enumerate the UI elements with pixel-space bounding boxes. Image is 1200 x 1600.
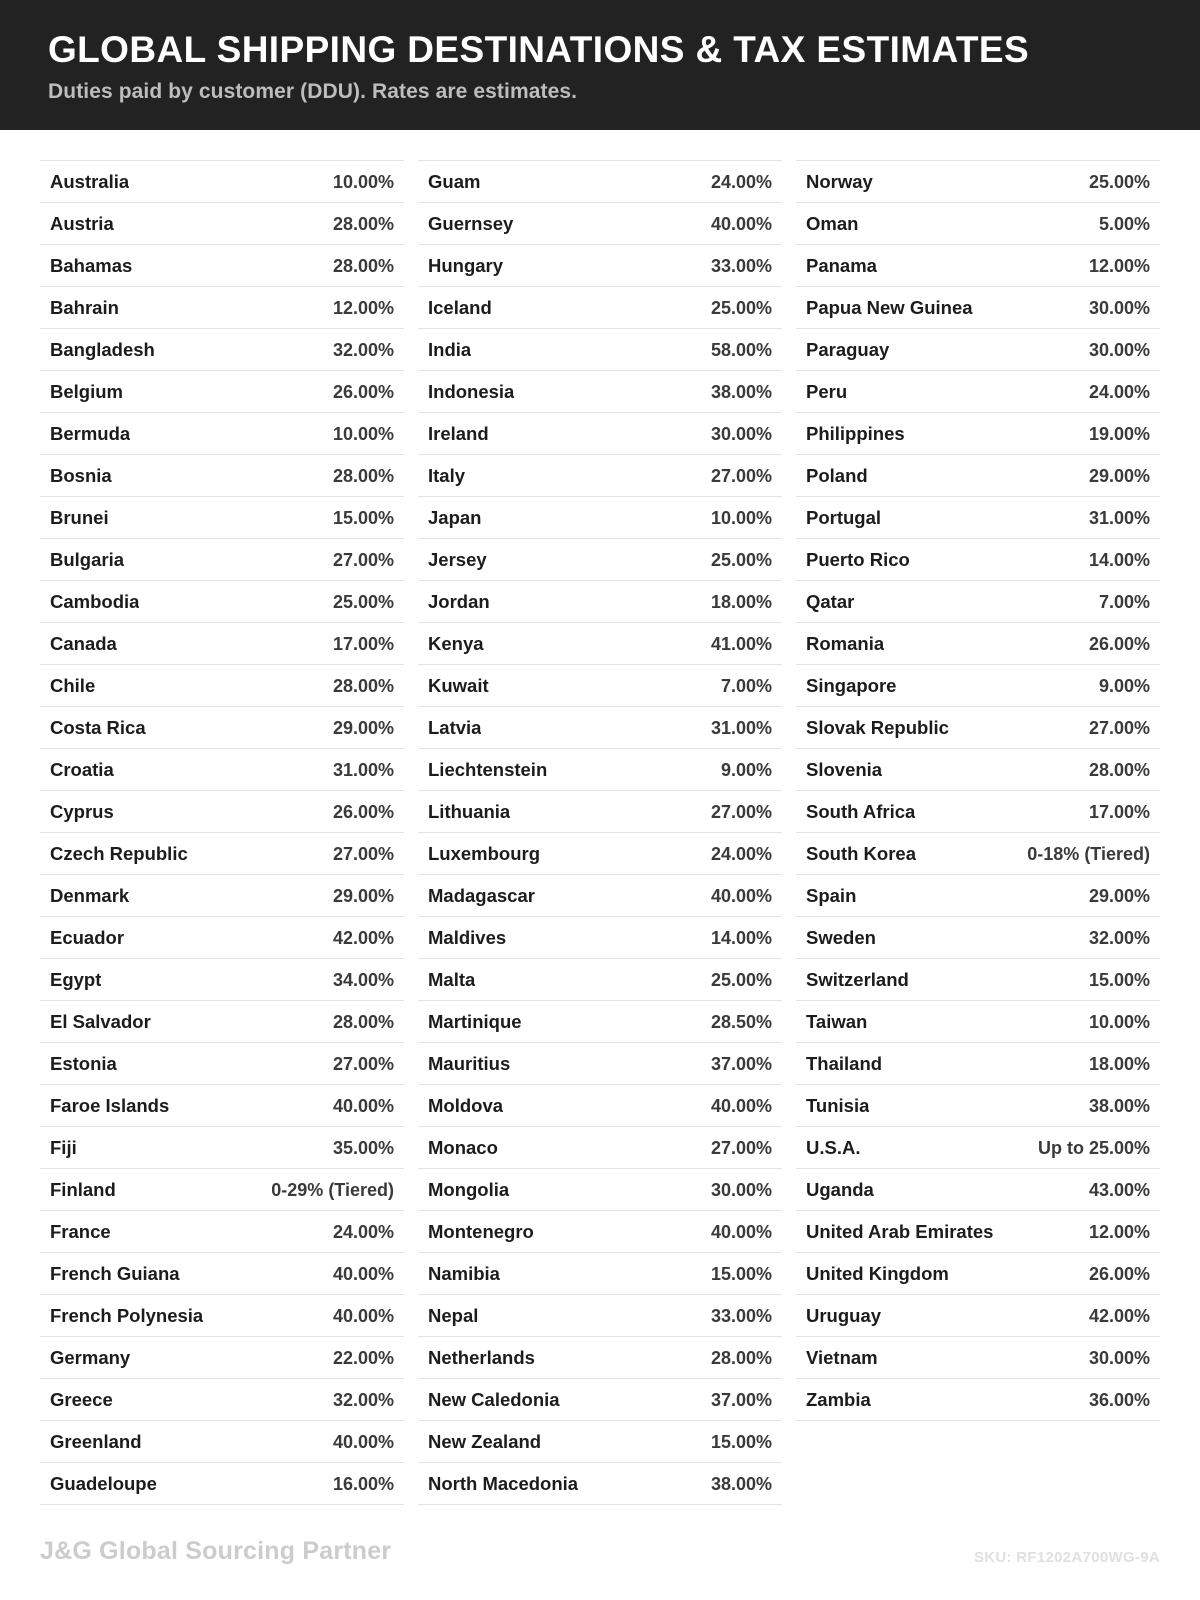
tax-rate: 27.00% xyxy=(332,1053,394,1074)
table-row xyxy=(796,160,1160,203)
table-row xyxy=(796,413,1160,455)
country-name: New Zealand xyxy=(428,1430,542,1452)
tax-rate: 9.00% xyxy=(720,759,772,780)
country-name: Ecuador xyxy=(50,926,125,948)
country-name: Tunisia xyxy=(806,1094,870,1116)
country-name: India xyxy=(428,338,472,360)
country-name: Greenland xyxy=(50,1430,142,1452)
table-row xyxy=(40,245,404,287)
tax-rate: 29.00% xyxy=(1088,885,1150,906)
table-row xyxy=(40,1421,404,1463)
tax-rate: 0-29% (Tiered) xyxy=(271,1179,394,1200)
table-row xyxy=(796,203,1160,245)
country-name: Madagascar xyxy=(428,884,535,906)
table-row xyxy=(40,1001,404,1043)
table-row xyxy=(418,707,782,749)
country-name: Thailand xyxy=(806,1052,883,1074)
country-name: Denmark xyxy=(50,884,130,906)
table-row xyxy=(40,203,404,245)
country-name: Montenegro xyxy=(428,1220,534,1242)
country-name: Spain xyxy=(806,884,857,906)
country-name: Japan xyxy=(428,506,482,528)
tax-rate: 40.00% xyxy=(710,1221,772,1242)
table-row xyxy=(418,287,782,329)
tax-rate: 16.00% xyxy=(332,1473,394,1494)
country-name: Australia xyxy=(50,170,130,192)
tax-rate: 9.00% xyxy=(1098,675,1150,696)
tax-rate: 15.00% xyxy=(710,1263,772,1284)
tax-rate: 12.00% xyxy=(1088,1221,1150,1242)
country-name: French Guiana xyxy=(50,1262,180,1284)
country-name: Germany xyxy=(50,1346,131,1368)
table-row xyxy=(796,707,1160,749)
tax-rate: 25.00% xyxy=(332,591,394,612)
country-name: Liechtenstein xyxy=(428,758,548,780)
table-row xyxy=(418,1169,782,1211)
tax-rate: 27.00% xyxy=(710,801,772,822)
country-name: United Kingdom xyxy=(806,1262,949,1284)
tax-rate: 42.00% xyxy=(1088,1305,1150,1326)
table-row xyxy=(40,1043,404,1085)
country-name: New Caledonia xyxy=(428,1388,560,1410)
country-rate-column xyxy=(796,160,1160,1421)
tax-rate: 28.50% xyxy=(710,1011,772,1032)
country-name: Qatar xyxy=(806,590,855,612)
table-row xyxy=(796,1379,1160,1421)
table-row xyxy=(796,1085,1160,1127)
tax-rate: 28.00% xyxy=(332,213,394,234)
country-name: Slovak Republic xyxy=(806,716,949,738)
tax-rate: 28.00% xyxy=(710,1347,772,1368)
tax-rate: 38.00% xyxy=(710,1473,772,1494)
table-row xyxy=(418,833,782,875)
table-row xyxy=(418,1127,782,1169)
tax-rate: 29.00% xyxy=(332,717,394,738)
tax-rate: 27.00% xyxy=(710,465,772,486)
tax-rate: 17.00% xyxy=(1088,801,1150,822)
country-name: Paraguay xyxy=(806,338,890,360)
country-name: Cambodia xyxy=(50,590,140,612)
table-row xyxy=(40,833,404,875)
table-row xyxy=(418,539,782,581)
country-name: Singapore xyxy=(806,674,897,696)
tax-rate: 22.00% xyxy=(332,1347,394,1368)
tax-rate: 28.00% xyxy=(332,675,394,696)
footer-brand: J&G Global Sourcing Partner xyxy=(40,1537,392,1565)
table-row xyxy=(418,160,782,203)
table-row xyxy=(40,917,404,959)
table-row xyxy=(40,665,404,707)
tax-rate: 40.00% xyxy=(332,1263,394,1284)
country-name: Philippines xyxy=(806,422,905,444)
table-row xyxy=(418,1001,782,1043)
table-row xyxy=(796,1295,1160,1337)
tax-rate: 27.00% xyxy=(1088,717,1150,738)
table-row xyxy=(418,1043,782,1085)
tax-rate: 30.00% xyxy=(710,423,772,444)
tax-rate: 18.00% xyxy=(1088,1053,1150,1074)
country-name: Faroe Islands xyxy=(50,1094,170,1116)
country-name: South Korea xyxy=(806,842,916,864)
tax-rate: 12.00% xyxy=(1088,255,1150,276)
tax-rate: 26.00% xyxy=(332,801,394,822)
country-name: Sweden xyxy=(806,926,876,948)
country-name: Romania xyxy=(806,632,885,654)
country-name: Portugal xyxy=(806,506,882,528)
country-name: Iceland xyxy=(428,296,492,318)
table-row xyxy=(796,1253,1160,1295)
country-name: Ireland xyxy=(428,422,489,444)
tax-rate: 19.00% xyxy=(1088,423,1150,444)
table-row xyxy=(796,1043,1160,1085)
tax-rate: 37.00% xyxy=(710,1053,772,1074)
tax-rate: 15.00% xyxy=(332,507,394,528)
table-row xyxy=(796,497,1160,539)
country-name: Latvia xyxy=(428,716,482,738)
table-row xyxy=(796,749,1160,791)
country-name: France xyxy=(50,1220,111,1242)
tax-rate: 41.00% xyxy=(710,633,772,654)
table-row xyxy=(40,371,404,413)
table-row xyxy=(418,413,782,455)
country-name: Luxembourg xyxy=(428,842,541,864)
country-name: Bahrain xyxy=(50,296,119,318)
tax-rate: 24.00% xyxy=(710,843,772,864)
table-row xyxy=(40,1253,404,1295)
tax-rate: 25.00% xyxy=(710,297,772,318)
tax-rate: 33.00% xyxy=(710,1305,772,1326)
table-row xyxy=(796,1337,1160,1379)
tax-rate: 40.00% xyxy=(710,885,772,906)
tax-rate: 26.00% xyxy=(1088,633,1150,654)
table-row xyxy=(418,1379,782,1421)
tax-rate: 37.00% xyxy=(710,1389,772,1410)
tax-rate: 12.00% xyxy=(332,297,394,318)
country-name: Peru xyxy=(806,380,848,402)
country-name: Jersey xyxy=(428,548,487,570)
country-name: Guadeloupe xyxy=(50,1472,157,1494)
footer-sku: SKU: RF1202A700WG-9A xyxy=(973,1549,1160,1566)
country-name: Norway xyxy=(806,170,873,192)
country-name: Bosnia xyxy=(50,464,112,486)
country-name: Brunei xyxy=(50,506,109,528)
tax-rate: 26.00% xyxy=(332,381,394,402)
country-name: Italy xyxy=(428,464,466,486)
table-row xyxy=(40,455,404,497)
country-name: Guam xyxy=(428,170,481,192)
table-row xyxy=(40,1211,404,1253)
tax-rate: 34.00% xyxy=(332,969,394,990)
country-name: Finland xyxy=(50,1178,116,1200)
country-name: South Africa xyxy=(806,800,916,822)
table-row xyxy=(418,1463,782,1505)
table-row xyxy=(796,371,1160,413)
country-name: Mauritius xyxy=(428,1052,511,1074)
tax-rate: 30.00% xyxy=(1088,297,1150,318)
tax-rate: 27.00% xyxy=(332,549,394,570)
country-name: Hungary xyxy=(428,254,504,276)
tax-rate: 40.00% xyxy=(332,1095,394,1116)
tax-rate: 40.00% xyxy=(332,1305,394,1326)
tax-rate: 30.00% xyxy=(1088,1347,1150,1368)
table-row xyxy=(796,665,1160,707)
country-name: U.S.A. xyxy=(806,1136,861,1158)
country-name: Estonia xyxy=(50,1052,117,1074)
tax-rate: Up to 25.00% xyxy=(1037,1137,1150,1158)
page-subtitle: Duties paid by customer (DDU). Rates are estimates. xyxy=(48,79,578,103)
country-name: Lithuania xyxy=(428,800,511,822)
table-row xyxy=(418,1253,782,1295)
table-row xyxy=(796,959,1160,1001)
country-name: Belgium xyxy=(50,380,123,402)
table-row xyxy=(418,1421,782,1463)
table-row xyxy=(418,875,782,917)
country-name: Taiwan xyxy=(806,1010,868,1032)
table-row xyxy=(418,791,782,833)
country-name: Fiji xyxy=(50,1136,77,1158)
table-row xyxy=(40,707,404,749)
table-row xyxy=(40,581,404,623)
tax-rate: 38.00% xyxy=(1088,1095,1150,1116)
tax-rate: 27.00% xyxy=(710,1137,772,1158)
tax-rate: 29.00% xyxy=(332,885,394,906)
country-name: Zambia xyxy=(806,1388,871,1410)
tax-rate: 31.00% xyxy=(1088,507,1150,528)
tax-rate: 32.00% xyxy=(1088,927,1150,948)
country-name: United Arab Emirates xyxy=(806,1220,994,1242)
tax-rate: 28.00% xyxy=(332,255,394,276)
tax-rate: 15.00% xyxy=(1088,969,1150,990)
table-row xyxy=(418,1085,782,1127)
country-name: El Salvador xyxy=(50,1010,151,1032)
table-row xyxy=(418,1295,782,1337)
tax-rate: 24.00% xyxy=(710,171,772,192)
country-name: Austria xyxy=(50,212,114,234)
table-row xyxy=(796,329,1160,371)
tax-rate: 5.00% xyxy=(1098,213,1150,234)
country-name: Cyprus xyxy=(50,800,114,822)
country-name: Puerto Rico xyxy=(806,548,910,570)
tax-rate: 28.00% xyxy=(332,1011,394,1032)
table-row xyxy=(418,581,782,623)
country-name: French Polynesia xyxy=(50,1304,204,1326)
tax-rate: 10.00% xyxy=(332,171,394,192)
table-row xyxy=(418,917,782,959)
table-row xyxy=(796,917,1160,959)
table-row xyxy=(40,497,404,539)
country-name: Greece xyxy=(50,1388,113,1410)
table-row xyxy=(418,665,782,707)
tax-rate: 10.00% xyxy=(332,423,394,444)
country-name: Switzerland xyxy=(806,968,909,990)
country-rate-column xyxy=(418,160,782,1505)
tax-rate: 17.00% xyxy=(332,633,394,654)
tax-rate: 26.00% xyxy=(1088,1263,1150,1284)
tax-rate: 27.00% xyxy=(332,843,394,864)
table-row xyxy=(40,1169,404,1211)
table-row xyxy=(418,497,782,539)
tax-rate: 36.00% xyxy=(1088,1389,1150,1410)
country-name: Maldives xyxy=(428,926,507,948)
table-row xyxy=(418,959,782,1001)
country-name: Costa Rica xyxy=(50,716,146,738)
country-name: Guernsey xyxy=(428,212,514,234)
table-row xyxy=(418,203,782,245)
country-name: Namibia xyxy=(428,1262,500,1284)
country-rate-column xyxy=(40,160,404,1505)
tax-rate: 31.00% xyxy=(710,717,772,738)
country-name: Netherlands xyxy=(428,1346,535,1368)
tax-rate: 24.00% xyxy=(1088,381,1150,402)
country-name: North Macedonia xyxy=(428,1472,579,1494)
country-name: Monaco xyxy=(428,1136,498,1158)
table-row xyxy=(796,1127,1160,1169)
table-row xyxy=(418,749,782,791)
country-name: Poland xyxy=(806,464,868,486)
tax-rate: 33.00% xyxy=(710,255,772,276)
country-name: Bahamas xyxy=(50,254,133,276)
country-name: Indonesia xyxy=(428,380,515,402)
tax-rate: 10.00% xyxy=(710,507,772,528)
tax-rate: 24.00% xyxy=(332,1221,394,1242)
tax-rate: 25.00% xyxy=(710,969,772,990)
table-row xyxy=(40,875,404,917)
tax-rate: 10.00% xyxy=(1088,1011,1150,1032)
document-header xyxy=(0,0,1200,130)
tax-rate: 15.00% xyxy=(710,1431,772,1452)
country-name: Kuwait xyxy=(428,674,489,696)
table-row xyxy=(796,245,1160,287)
table-row xyxy=(40,791,404,833)
country-name: Bulgaria xyxy=(50,548,125,570)
tax-rate: 0-18% (Tiered) xyxy=(1027,843,1150,864)
country-name: Croatia xyxy=(50,758,114,780)
table-row xyxy=(418,371,782,413)
tax-rate: 42.00% xyxy=(332,927,394,948)
tax-rate: 14.00% xyxy=(1088,549,1150,570)
country-name: Uruguay xyxy=(806,1304,882,1326)
page-title: GLOBAL SHIPPING DESTINATIONS & TAX ESTIMATES xyxy=(48,29,1030,70)
tax-rate: 32.00% xyxy=(332,1389,394,1410)
table-row xyxy=(40,1379,404,1421)
tax-rate: 28.00% xyxy=(1088,759,1150,780)
table-row xyxy=(40,749,404,791)
country-name: Slovenia xyxy=(806,758,883,780)
country-name: Papua New Guinea xyxy=(806,296,973,318)
tax-rate: 29.00% xyxy=(1088,465,1150,486)
tax-rate: 28.00% xyxy=(332,465,394,486)
table-row xyxy=(418,1211,782,1253)
document-body xyxy=(0,130,1200,1517)
table-row xyxy=(796,1001,1160,1043)
table-row xyxy=(40,539,404,581)
tax-rate: 40.00% xyxy=(710,213,772,234)
country-name: Oman xyxy=(806,212,859,234)
country-name: Czech Republic xyxy=(50,842,188,864)
country-name: Bangladesh xyxy=(50,338,155,360)
document-footer xyxy=(0,1517,1200,1600)
table-row xyxy=(796,875,1160,917)
table-row xyxy=(796,539,1160,581)
country-name: Uganda xyxy=(806,1178,874,1200)
country-name: Malta xyxy=(428,968,476,990)
tax-rate: 38.00% xyxy=(710,381,772,402)
tax-rate: 35.00% xyxy=(332,1137,394,1158)
country-name: Nepal xyxy=(428,1304,479,1326)
table-row xyxy=(40,329,404,371)
table-row xyxy=(40,623,404,665)
table-row xyxy=(40,1085,404,1127)
country-name: Panama xyxy=(806,254,877,276)
country-name: Chile xyxy=(50,674,96,696)
table-row xyxy=(796,1211,1160,1253)
tax-rate: 43.00% xyxy=(1088,1179,1150,1200)
table-row xyxy=(796,791,1160,833)
country-name: Bermuda xyxy=(50,422,131,444)
tax-rate: 7.00% xyxy=(720,675,772,696)
country-name: Moldova xyxy=(428,1094,504,1116)
table-row xyxy=(796,287,1160,329)
table-row xyxy=(40,959,404,1001)
table-row xyxy=(40,1463,404,1505)
table-row xyxy=(796,455,1160,497)
table-row xyxy=(418,455,782,497)
table-row xyxy=(796,1169,1160,1211)
country-name: Mongolia xyxy=(428,1178,510,1200)
country-name: Egypt xyxy=(50,968,102,990)
country-name: Canada xyxy=(50,632,117,654)
tax-rate: 40.00% xyxy=(710,1095,772,1116)
tax-rate: 58.00% xyxy=(710,339,772,360)
table-row xyxy=(40,287,404,329)
table-row xyxy=(796,623,1160,665)
tax-rate: 32.00% xyxy=(332,339,394,360)
table-row xyxy=(40,1337,404,1379)
table-row xyxy=(796,833,1160,875)
tax-rate: 25.00% xyxy=(710,549,772,570)
table-row xyxy=(418,329,782,371)
table-row xyxy=(40,1295,404,1337)
country-name: Kenya xyxy=(428,632,484,654)
country-name: Jordan xyxy=(428,590,490,612)
country-name: Martinique xyxy=(428,1010,522,1032)
country-rate-columns xyxy=(40,160,1160,1505)
tax-rate: 14.00% xyxy=(710,927,772,948)
country-name: Vietnam xyxy=(806,1346,878,1368)
table-row xyxy=(40,413,404,455)
table-row xyxy=(40,1127,404,1169)
table-row xyxy=(40,160,404,203)
tax-rate: 25.00% xyxy=(1088,171,1150,192)
tax-rate: 18.00% xyxy=(710,591,772,612)
table-row xyxy=(796,581,1160,623)
tax-rate: 40.00% xyxy=(332,1431,394,1452)
table-row xyxy=(418,1337,782,1379)
tax-rate: 31.00% xyxy=(332,759,394,780)
tax-rate: 30.00% xyxy=(1088,339,1150,360)
tax-rate: 30.00% xyxy=(710,1179,772,1200)
table-row xyxy=(418,245,782,287)
table-row xyxy=(418,623,782,665)
tax-rate: 7.00% xyxy=(1098,591,1150,612)
